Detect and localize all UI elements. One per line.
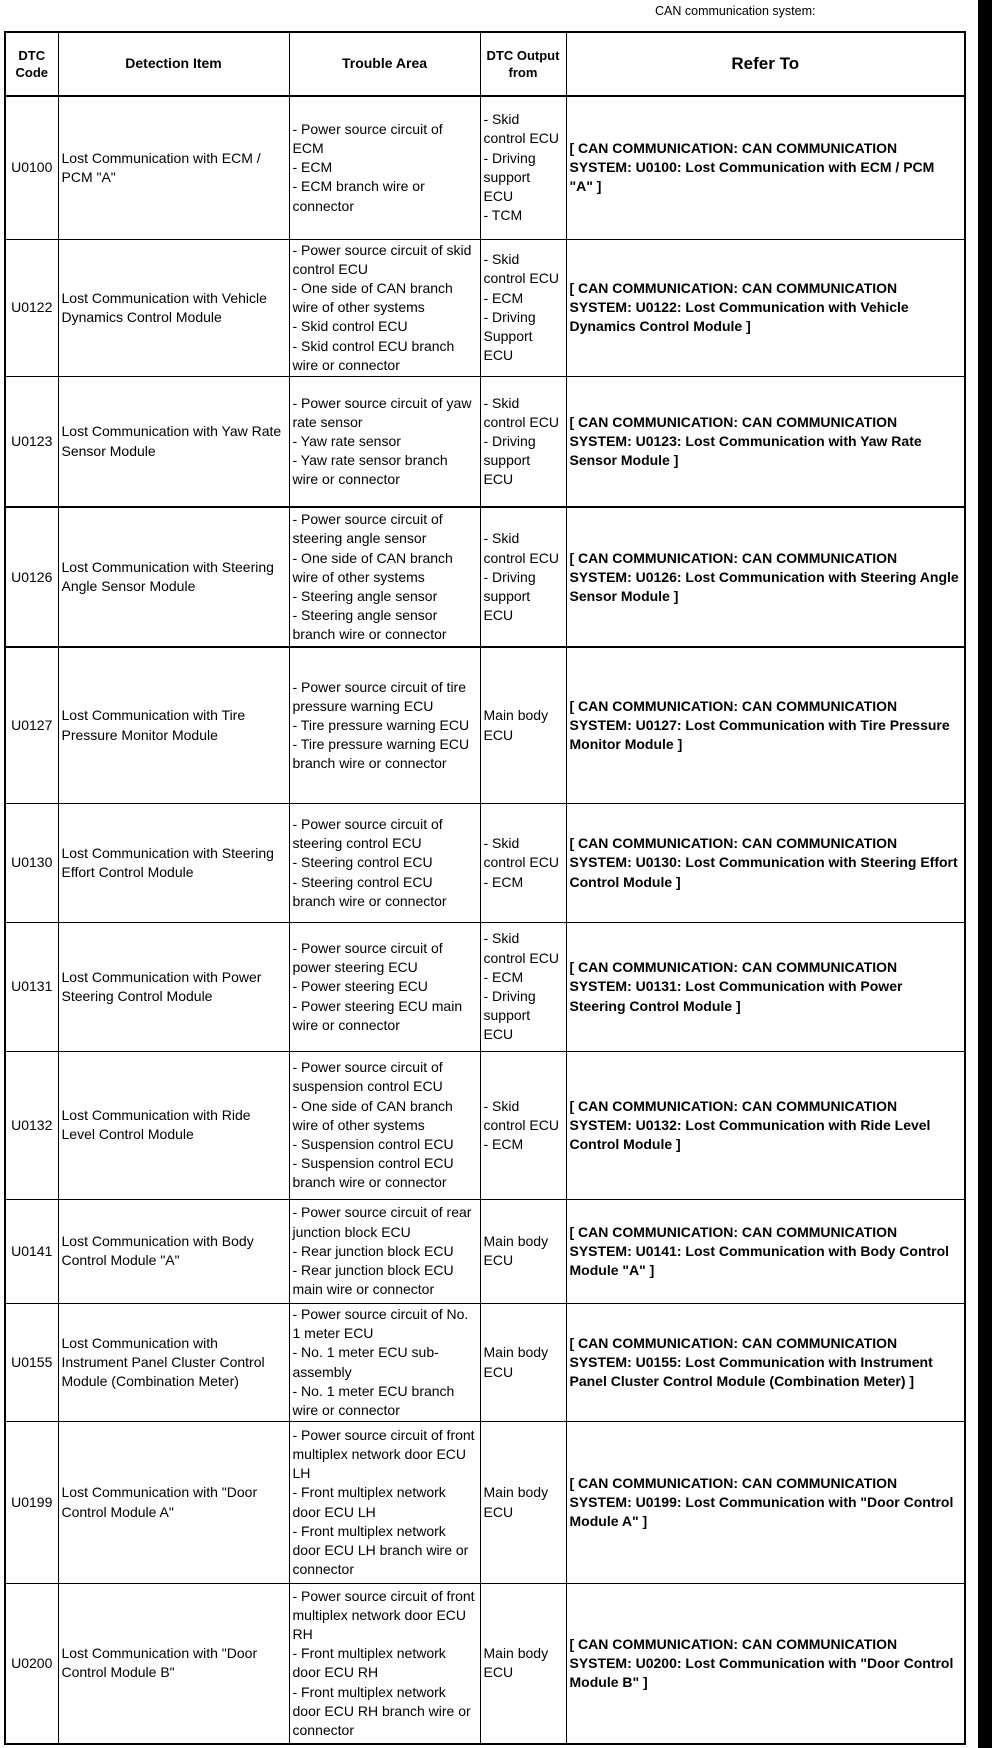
table-row <box>5 1584 965 1744</box>
dtc-code: U0126 <box>5 507 58 647</box>
detection-item: Lost Communication with Tire Pressure Monitor Module <box>58 647 289 803</box>
refer-to-link[interactable]: [ CAN COMMUNICATION: CAN COMMUNICATION SYSTEM: U0126: Lost Communication with Steering Angle Sensor Module ] <box>566 507 965 647</box>
header-dtc-output: DTC Output from <box>480 32 566 96</box>
table-caption: CAN communication system: <box>655 4 816 18</box>
dtc-output: - Skid control ECU - ECM - Driving support ECU <box>480 922 566 1051</box>
header-trouble-area: Trouble Area <box>289 32 480 96</box>
dtc-output: Main body ECU <box>480 1422 566 1584</box>
refer-to-link[interactable]: [ CAN COMMUNICATION: CAN COMMUNICATION SYSTEM: U0155: Lost Communication with Instrument Panel Cluster Control Module (Combination Meter) ] <box>566 1303 965 1421</box>
table-row <box>5 922 965 1051</box>
dtc-code: U0141 <box>5 1199 58 1303</box>
table-row <box>5 507 965 647</box>
refer-to-link[interactable]: [ CAN COMMUNICATION: CAN COMMUNICATION SYSTEM: U0132: Lost Communication with Ride Level Control Module ] <box>566 1051 965 1199</box>
dtc-code: U0123 <box>5 376 58 507</box>
table-row <box>5 803 965 922</box>
dtc-output: - Skid control ECU - ECM - Driving Support ECU <box>480 239 566 376</box>
dtc-output: - Skid control ECU - Driving support ECU <box>480 507 566 647</box>
trouble-area: - Power source circuit of front multiplex network door ECU RH - Front multiplex network door ECU RH - Front multiplex network door ECU RH branch wire or connector <box>289 1584 480 1744</box>
dtc-output: - Skid control ECU - ECM <box>480 803 566 922</box>
trouble-area: - Power source circuit of tire pressure warning ECU - Tire pressure warning ECU - Tire pressure warning ECU branch wire or connector <box>289 647 480 803</box>
table-row <box>5 1199 965 1303</box>
dtc-output: Main body ECU <box>480 1584 566 1744</box>
detection-item: Lost Communication with Ride Level Control Module <box>58 1051 289 1199</box>
dtc-code: U0127 <box>5 647 58 803</box>
page-edge-bar <box>978 0 992 1748</box>
refer-to-link[interactable]: [ CAN COMMUNICATION: CAN COMMUNICATION SYSTEM: U0141: Lost Communication with Body Control Module "A" ] <box>566 1199 965 1303</box>
dtc-code: U0155 <box>5 1303 58 1421</box>
header-detection-item: Detection Item <box>58 32 289 96</box>
trouble-area: - Power source circuit of No. 1 meter ECU - No. 1 meter ECU sub-assembly - No. 1 meter ECU branch wire or connector <box>289 1303 480 1421</box>
refer-to-link[interactable]: [ CAN COMMUNICATION: CAN COMMUNICATION SYSTEM: U0130: Lost Communication with Steering Effort Control Module ] <box>566 803 965 922</box>
trouble-area: - Power source circuit of suspension control ECU - One side of CAN branch wire of other systems - Suspension control ECU - Suspension control ECU branch wire or connector <box>289 1051 480 1199</box>
trouble-area: - Power source circuit of yaw rate sensor - Yaw rate sensor - Yaw rate sensor branch wire or connector <box>289 376 480 507</box>
refer-to-link[interactable]: [ CAN COMMUNICATION: CAN COMMUNICATION SYSTEM: U0199: Lost Communication with "Door Control Module A" ] <box>566 1422 965 1584</box>
detection-item: Lost Communication with ECM / PCM "A" <box>58 96 289 239</box>
trouble-area: - Power source circuit of front multiplex network door ECU LH - Front multiplex network door ECU LH - Front multiplex network door ECU LH branch wire or connector <box>289 1422 480 1584</box>
detection-item: Lost Communication with Body Control Module "A" <box>58 1199 289 1303</box>
detection-item: Lost Communication with "Door Control Module A" <box>58 1422 289 1584</box>
dtc-output: Main body ECU <box>480 647 566 803</box>
dtc-output: - Skid control ECU - Driving support ECU <box>480 376 566 507</box>
header-dtc-code: DTC Code <box>5 32 58 96</box>
trouble-area: - Power source circuit of steering angle sensor - One side of CAN branch wire of other systems - Steering angle sensor - Steering angle sensor branch wire or connector <box>289 507 480 647</box>
dtc-output: Main body ECU <box>480 1303 566 1421</box>
refer-to-link[interactable]: [ CAN COMMUNICATION: CAN COMMUNICATION SYSTEM: U0122: Lost Communication with Vehicle Dynamics Control Module ] <box>566 239 965 376</box>
dtc-code: U0100 <box>5 96 58 239</box>
dtc-output: - Skid control ECU - ECM <box>480 1051 566 1199</box>
refer-to-link[interactable]: [ CAN COMMUNICATION: CAN COMMUNICATION SYSTEM: U0100: Lost Communication with ECM / PCM "A" ] <box>566 96 965 239</box>
detection-item: Lost Communication with Steering Angle Sensor Module <box>58 507 289 647</box>
refer-to-link[interactable]: [ CAN COMMUNICATION: CAN COMMUNICATION SYSTEM: U0200: Lost Communication with "Door Control Module B" ] <box>566 1584 965 1744</box>
dtc-code: U0200 <box>5 1584 58 1744</box>
table-row <box>5 1051 965 1199</box>
table-row <box>5 1303 965 1421</box>
table-row <box>5 239 965 376</box>
header-row <box>5 32 965 96</box>
dtc-code: U0130 <box>5 803 58 922</box>
dtc-code: U0132 <box>5 1051 58 1199</box>
dtc-table <box>4 31 966 1745</box>
detection-item: Lost Communication with "Door Control Module B" <box>58 1584 289 1744</box>
table-row <box>5 96 965 239</box>
dtc-code: U0199 <box>5 1422 58 1584</box>
table-row <box>5 647 965 803</box>
refer-to-link[interactable]: [ CAN COMMUNICATION: CAN COMMUNICATION SYSTEM: U0131: Lost Communication with Power Steering Control Module ] <box>566 922 965 1051</box>
dtc-output: Main body ECU <box>480 1199 566 1303</box>
detection-item: Lost Communication with Yaw Rate Sensor Module <box>58 376 289 507</box>
detection-item: Lost Communication with Steering Effort Control Module <box>58 803 289 922</box>
detection-item: Lost Communication with Instrument Panel Cluster Control Module (Combination Meter) <box>58 1303 289 1421</box>
detection-item: Lost Communication with Power Steering Control Module <box>58 922 289 1051</box>
trouble-area: - Power source circuit of steering control ECU - Steering control ECU - Steering control ECU branch wire or connector <box>289 803 480 922</box>
trouble-area: - Power source circuit of skid control ECU - One side of CAN branch wire of other systems - Skid control ECU - Skid control ECU branch wire or connector <box>289 239 480 376</box>
table-row <box>5 376 965 507</box>
dtc-code: U0122 <box>5 239 58 376</box>
trouble-area: - Power source circuit of ECM - ECM - ECM branch wire or connector <box>289 96 480 239</box>
table-row <box>5 1422 965 1584</box>
refer-to-link[interactable]: [ CAN COMMUNICATION: CAN COMMUNICATION SYSTEM: U0123: Lost Communication with Yaw Rate Sensor Module ] <box>566 376 965 507</box>
refer-to-link[interactable]: [ CAN COMMUNICATION: CAN COMMUNICATION SYSTEM: U0127: Lost Communication with Tire Pressure Monitor Module ] <box>566 647 965 803</box>
dtc-code: U0131 <box>5 922 58 1051</box>
detection-item: Lost Communication with Vehicle Dynamics Control Module <box>58 239 289 376</box>
trouble-area: - Power source circuit of rear junction block ECU - Rear junction block ECU - Rear junction block ECU main wire or connector <box>289 1199 480 1303</box>
dtc-output: - Skid control ECU - Driving support ECU - TCM <box>480 96 566 239</box>
trouble-area: - Power source circuit of power steering ECU - Power steering ECU - Power steering ECU main wire or connector <box>289 922 480 1051</box>
header-refer-to: Refer To <box>566 32 965 96</box>
